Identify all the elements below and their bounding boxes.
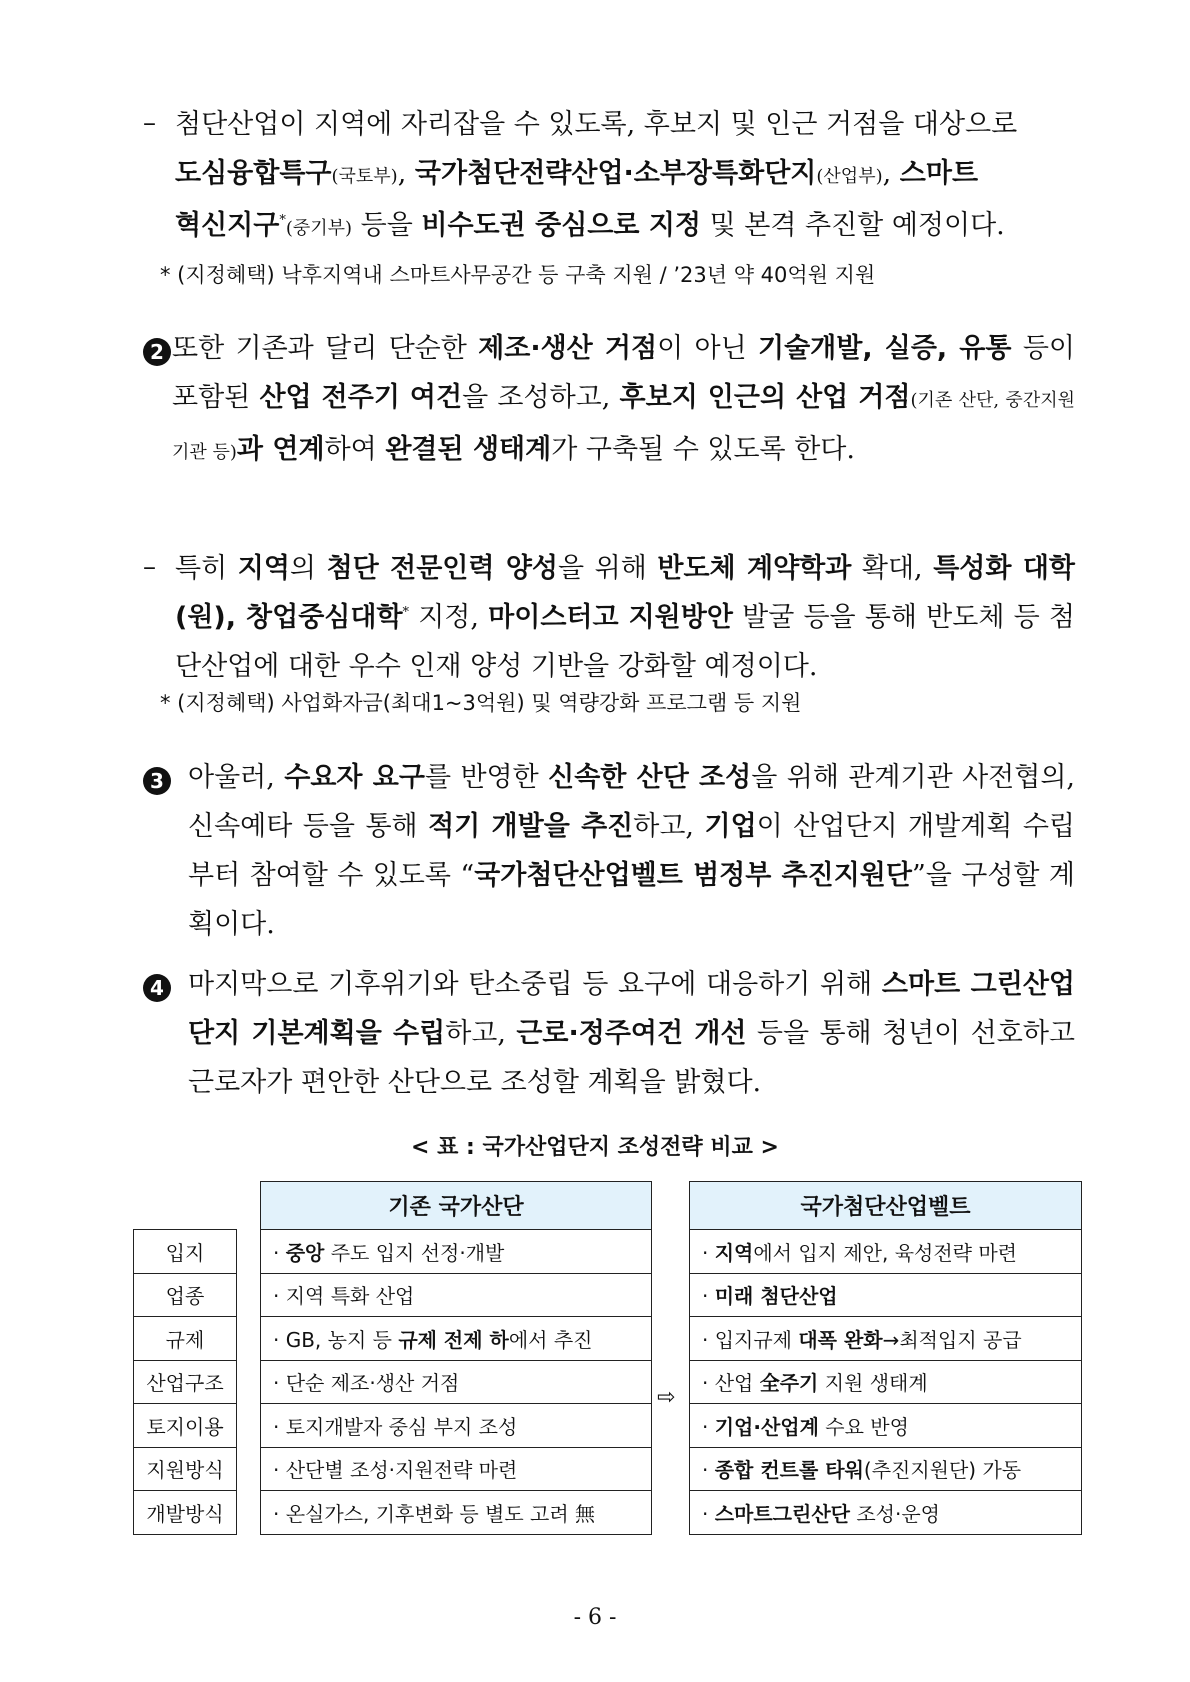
existing-complex-column bbox=[260, 1181, 652, 1535]
row-label: 지원방식 bbox=[134, 1447, 237, 1491]
column-header-advanced: 국가첨단산업벨트 bbox=[690, 1182, 1082, 1230]
row-label: 토지이용 bbox=[134, 1404, 237, 1448]
right-arrow-icon: ⇨ bbox=[657, 1385, 676, 1410]
existing-cell: · 토지개발자 중심 부지 조성 bbox=[261, 1404, 652, 1448]
item2-paragraph: 또한 기존과 달리 단순한 제조·생산 거점이 아닌 기술개발, 실증, 유통 등이 포함된 산업 전주기 여건을 조성하고, 후보지 인근의 산업 거점(기존 산단, 중간지원기관 등)과 연계하여 완결된 생태계가 구축될 수 있도록 한다. bbox=[172, 333, 1075, 465]
advanced-cell: · 스마트그린산단 조성·운영 bbox=[690, 1491, 1082, 1535]
advanced-cell: · 지역에서 입지 제안, 육성전략 마련 bbox=[690, 1230, 1082, 1274]
row-label: 산업구조 bbox=[134, 1360, 237, 1404]
advanced-cell: · 종합 컨트롤 타워(추진지원단) 가동 bbox=[690, 1447, 1082, 1491]
section1-paragraph: 첨단산업이 지역에 자리잡을 수 있도록, 후보지 및 인근 거점을 대상으로 도심융합특구(국토부), 국가첨단전략산업·소부장특화단지(산업부), 스마트 혁신지구*(중기부) 등을 비수도권 중심으로 지정 및 본격 추진할 예정이다. bbox=[175, 109, 1018, 241]
dash-bullet: – bbox=[143, 108, 156, 138]
number-4-icon: 4 bbox=[143, 974, 171, 1002]
item4-paragraph: 마지막으로 기후위기와 탄소중립 등 요구에 대응하기 위해 스마트 그린산업단지 기본계획을 수립하고, 근로·정주여건 개선 등을 통해 청년이 선호하고 근로자가 편안한 산단으로 조성할 계획을 밝혔다. bbox=[188, 969, 1076, 1098]
section1-footnote: * (지정혜택) 낙후지역내 스마트사무공간 등 구축 지원 / ’23년 약 40억원 지원 bbox=[160, 263, 876, 287]
table-caption: < 표 : 국가산업단지 조성전략 비교 > bbox=[411, 1135, 779, 1160]
number-3-icon: 3 bbox=[143, 767, 171, 795]
item3-paragraph: 아울러, 수요자 요구를 반영한 신속한 산단 조성을 위해 관계기관 사전협의, 신속예타 등을 통해 적기 개발을 추진하고, 기업이 산업단지 개발계획 수립부터 참여할 수 있도록 “국가첨단산업벨트 범정부 추진지원단”을 구성할 계획이다. bbox=[188, 762, 1076, 940]
existing-cell: · 지역 특화 산업 bbox=[261, 1273, 652, 1317]
section2-footnote: * (지정혜택) 사업화자금(최대1~3억원) 및 역량강화 프로그램 등 지원 bbox=[160, 691, 802, 715]
section2-paragraph: 특히 지역의 첨단 전문인력 양성을 위해 반도체 계약학과 확대, 특성화 대학(원), 창업중심대학* 지정, 마이스터고 지원방안 발굴 등을 통해 반도체 등 첨단산업에 대한 우수 인재 양성 기반을 강화할 예정이다. bbox=[175, 553, 1075, 682]
dash-bullet: – bbox=[143, 552, 156, 582]
advanced-cell: · 미래 첨단산업 bbox=[690, 1273, 1082, 1317]
existing-cell: · 중앙 주도 입지 선정·개발 bbox=[261, 1230, 652, 1274]
advanced-cell: · 입지규제 대폭 완화→최적입지 공급 bbox=[690, 1317, 1082, 1361]
advanced-belt-column bbox=[689, 1181, 1082, 1535]
existing-cell: · 산단별 조성·지원전략 마련 bbox=[261, 1447, 652, 1491]
advanced-cell: · 산업 全주기 지원 생태계 bbox=[690, 1360, 1082, 1404]
row-label-column bbox=[133, 1229, 237, 1535]
advanced-cell: · 기업·산업계 수요 반영 bbox=[690, 1404, 1082, 1448]
page-number: - 6 - bbox=[573, 1605, 617, 1630]
existing-cell: · 온실가스, 기후변화 등 별도 고려 無 bbox=[261, 1491, 652, 1535]
column-header-existing: 기존 국가산단 bbox=[261, 1182, 652, 1230]
row-label: 개발방식 bbox=[134, 1491, 237, 1535]
existing-cell: · GB, 농지 등 규제 전제 하에서 추진 bbox=[261, 1317, 652, 1361]
number-2-icon: 2 bbox=[143, 338, 171, 366]
row-label: 규제 bbox=[134, 1317, 237, 1361]
row-label: 입지 bbox=[134, 1230, 237, 1274]
existing-cell: · 단순 제조·생산 거점 bbox=[261, 1360, 652, 1404]
row-label: 업종 bbox=[134, 1273, 237, 1317]
